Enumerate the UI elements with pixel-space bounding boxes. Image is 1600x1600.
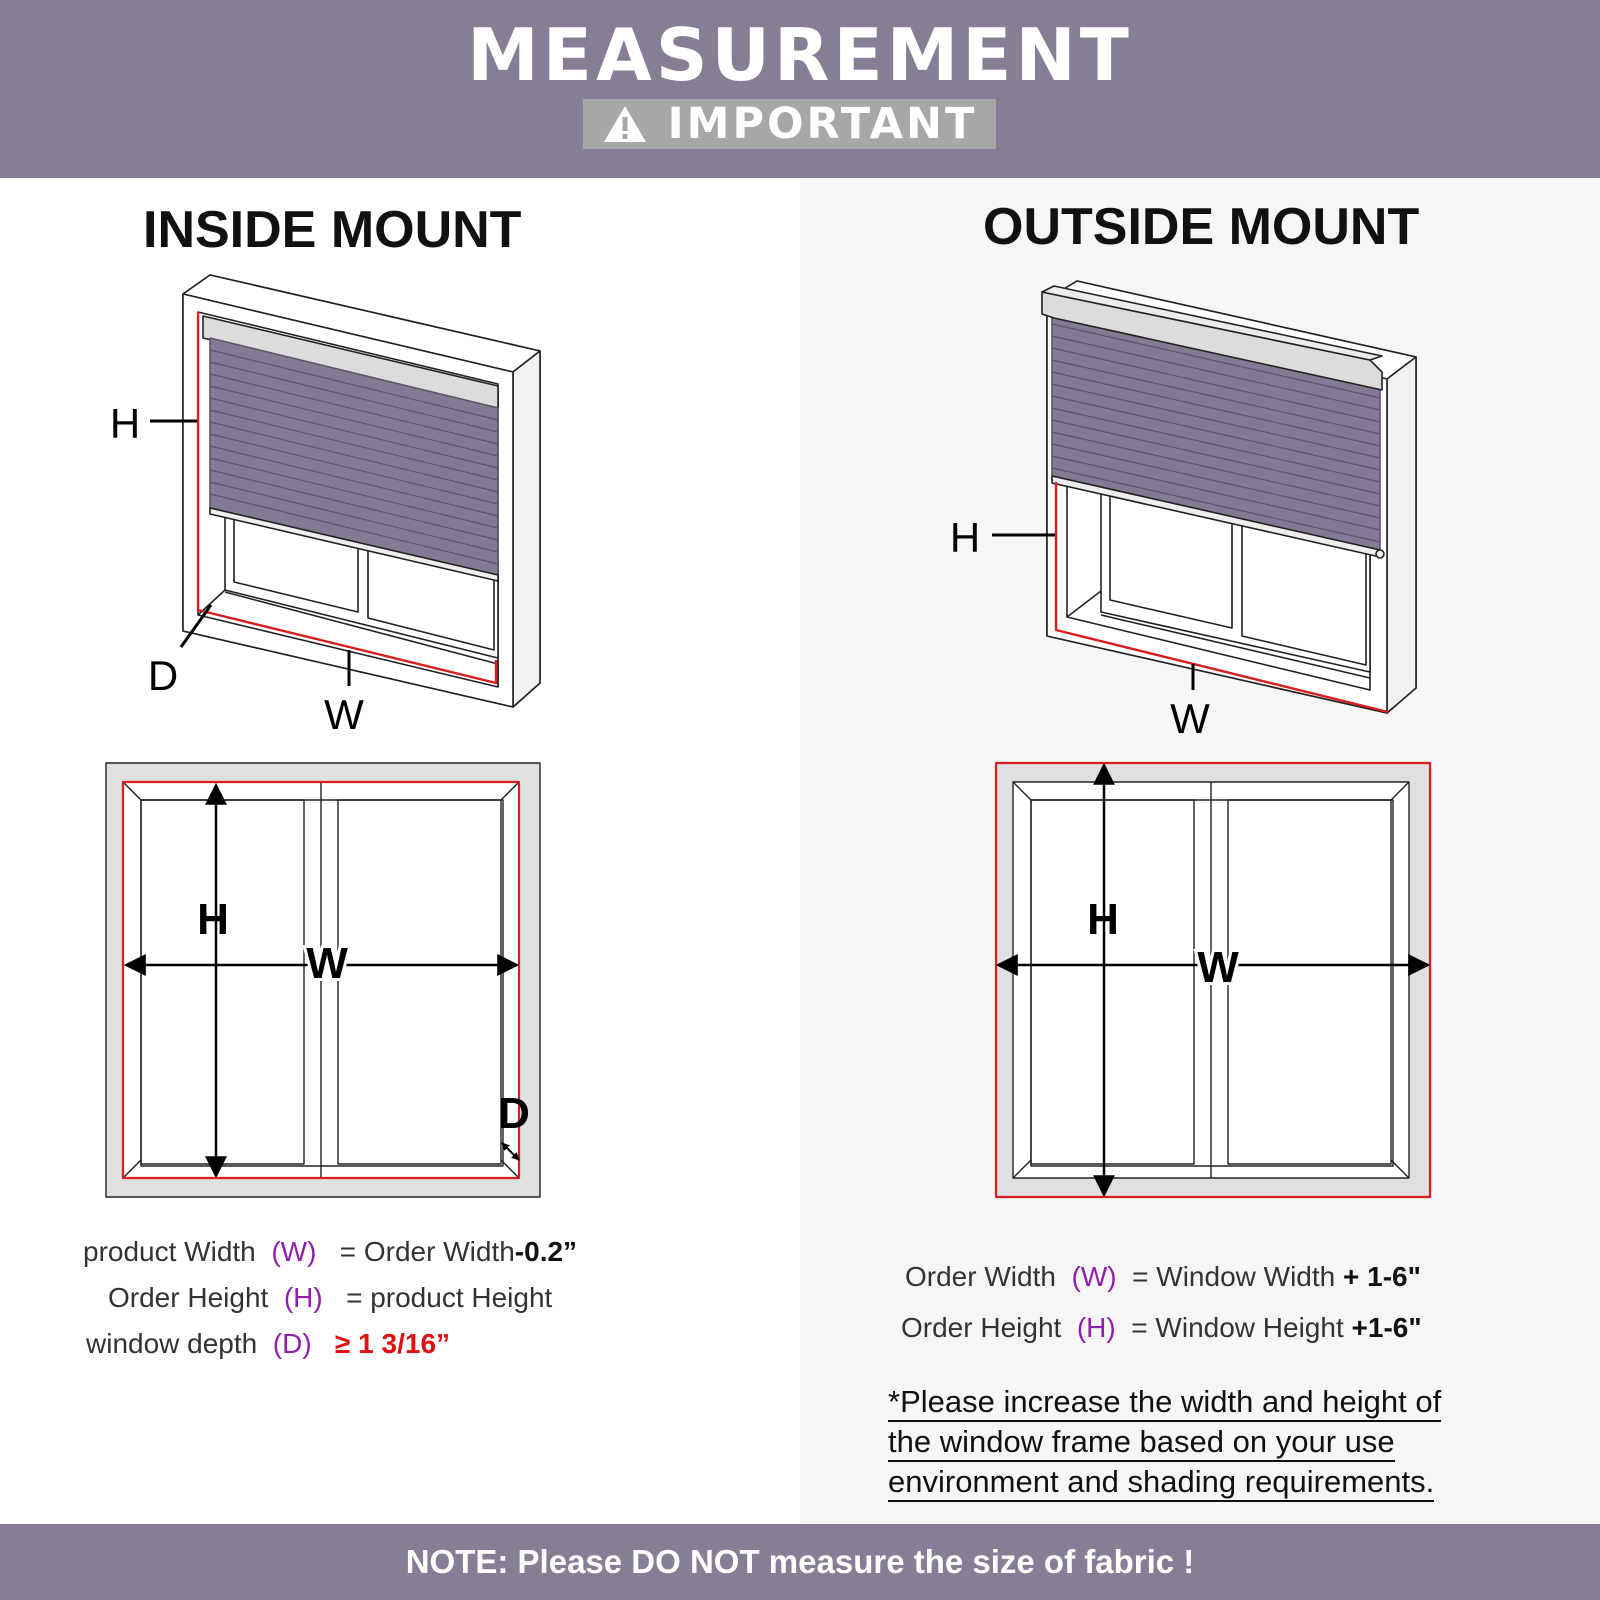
note-line: the window frame based on your use bbox=[888, 1422, 1528, 1462]
formula-extra-text: +1-6" bbox=[1351, 1312, 1422, 1343]
inside-front-d-label: D bbox=[498, 1089, 530, 1138]
formula-left-text: Order Width bbox=[905, 1261, 1056, 1292]
inside-perspective-h-label: H bbox=[109, 400, 141, 447]
outside-mount-perspective bbox=[992, 281, 1416, 713]
outside-front-w-label: W bbox=[1197, 943, 1239, 992]
formula-left-text: window depth bbox=[86, 1328, 258, 1359]
outside-perspective-w-label: W bbox=[1170, 695, 1210, 742]
note-line: *Please increase the width and height of bbox=[888, 1382, 1528, 1422]
inside-formula-height bbox=[108, 1280, 552, 1316]
inside-perspective-w-label: W bbox=[324, 691, 364, 738]
formula-symbol: (W) bbox=[1071, 1261, 1117, 1292]
inside-formula-width bbox=[83, 1234, 577, 1270]
footer-banner bbox=[0, 1524, 1600, 1600]
inside-perspective-d-label: D bbox=[147, 652, 179, 699]
inside-mount-perspective bbox=[147, 275, 540, 707]
formula-right-text: = product Height bbox=[346, 1282, 553, 1313]
outside-formula-height bbox=[901, 1310, 1422, 1346]
formula-right-text: = Order Width bbox=[339, 1236, 515, 1267]
inside-front-w-label: W bbox=[306, 939, 348, 988]
outside-perspective-h-label: H bbox=[949, 514, 981, 561]
outside-front-h-label: H bbox=[1087, 895, 1119, 944]
formula-symbol: (W) bbox=[271, 1236, 317, 1267]
formula-extra-text: + 1-6" bbox=[1343, 1261, 1421, 1292]
formula-right-text: = Window Height bbox=[1131, 1312, 1344, 1343]
formula-requirement-text: ≥ 1 3/16” bbox=[335, 1328, 451, 1359]
formula-right-text: = Window Width bbox=[1132, 1261, 1336, 1292]
footer-note: NOTE: Please DO NOT measure the size of fabric ! bbox=[405, 1543, 1195, 1580]
formula-extra-text: -0.2” bbox=[514, 1236, 578, 1267]
page-title: MEASUREMENT bbox=[467, 13, 1133, 97]
formula-left-text: product Width bbox=[83, 1236, 256, 1267]
formula-symbol: (D) bbox=[272, 1328, 312, 1359]
inside-mount-title: INSIDE MOUNT bbox=[143, 201, 522, 259]
formula-symbol: (H) bbox=[283, 1282, 323, 1313]
outside-mount-note bbox=[888, 1382, 1528, 1502]
outside-formula-width bbox=[905, 1259, 1421, 1295]
outside-mount-title: OUTSIDE MOUNT bbox=[983, 198, 1420, 256]
inside-front-h-label: H bbox=[197, 895, 229, 944]
formula-left-text: Order Height bbox=[108, 1282, 269, 1313]
formula-left-text: Order Height bbox=[901, 1312, 1062, 1343]
formula-symbol: (H) bbox=[1076, 1312, 1116, 1343]
note-line: environment and shading requirements. bbox=[888, 1462, 1528, 1502]
important-label: IMPORTANT bbox=[667, 99, 978, 149]
inside-formula-depth bbox=[86, 1326, 450, 1362]
